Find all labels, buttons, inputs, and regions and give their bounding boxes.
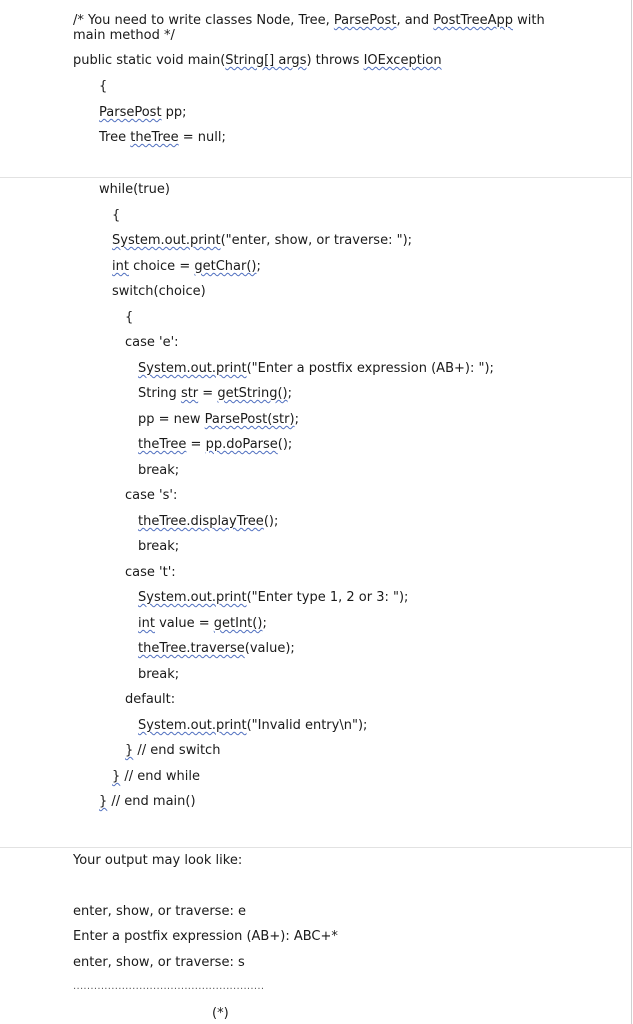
s-display-tree: theTree.displayTree(); [138, 514, 279, 529]
default-print: System.out.print("Invalid entry\n"); [138, 718, 368, 733]
tree-declaration: Tree theTree = null; [99, 130, 226, 145]
main-signature: public static void main(String[] args) throws IOException [73, 53, 442, 68]
asterisk-marker: (*) [212, 1006, 229, 1021]
page-break-line [0, 177, 631, 178]
page-break-line-2 [0, 847, 631, 848]
end-main-comment: } // end main() [99, 794, 196, 809]
case-s: case 's': [125, 488, 178, 503]
e-new-parsepost: pp = new ParsePost(str); [138, 412, 299, 427]
t-print: System.out.print("Enter type 1, 2 or 3: "); [138, 590, 409, 605]
t-value: int value = getInt(); [138, 616, 267, 631]
case-e: case 'e': [125, 335, 179, 350]
pp-declaration: ParsePost pp; [99, 105, 187, 120]
default-case: default: [125, 692, 176, 707]
switch-statement: switch(choice) [112, 284, 206, 299]
intro-line-2: main method */ [73, 28, 175, 43]
while-statement: while(true) [99, 182, 170, 197]
output-dotted-line: ....................................................... [73, 981, 265, 992]
while-open-brace: { [112, 208, 121, 223]
t-traverse: theTree.traverse(value); [138, 641, 295, 656]
t-break: break; [138, 667, 180, 682]
e-string: String str = getString(); [138, 386, 293, 401]
output-line-1: enter, show, or traverse: e [73, 904, 246, 919]
s-break: break; [138, 539, 180, 554]
case-t: case 't': [125, 565, 176, 580]
switch-open-brace: { [125, 310, 134, 325]
e-do-parse: theTree = pp.doParse(); [138, 437, 293, 452]
output-heading: Your output may look like: [73, 853, 243, 868]
output-line-2: Enter a postfix expression (AB+): ABC+* [73, 929, 338, 944]
main-open-brace: { [99, 79, 108, 94]
output-line-3: enter, show, or traverse: s [73, 955, 245, 970]
prompt-print: System.out.print("enter, show, or traverse: "); [112, 233, 413, 248]
end-while-comment: } // end while [112, 769, 201, 784]
intro-line-1: /* You need to write classes Node, Tree, ParsePost, and PostTreeApp with [73, 13, 545, 28]
choice-declaration: int choice = getChar(); [112, 259, 261, 274]
e-print: System.out.print("Enter a postfix expression (AB+): "); [138, 361, 494, 376]
e-break: break; [138, 463, 180, 478]
end-switch-comment: } // end switch [125, 743, 221, 758]
